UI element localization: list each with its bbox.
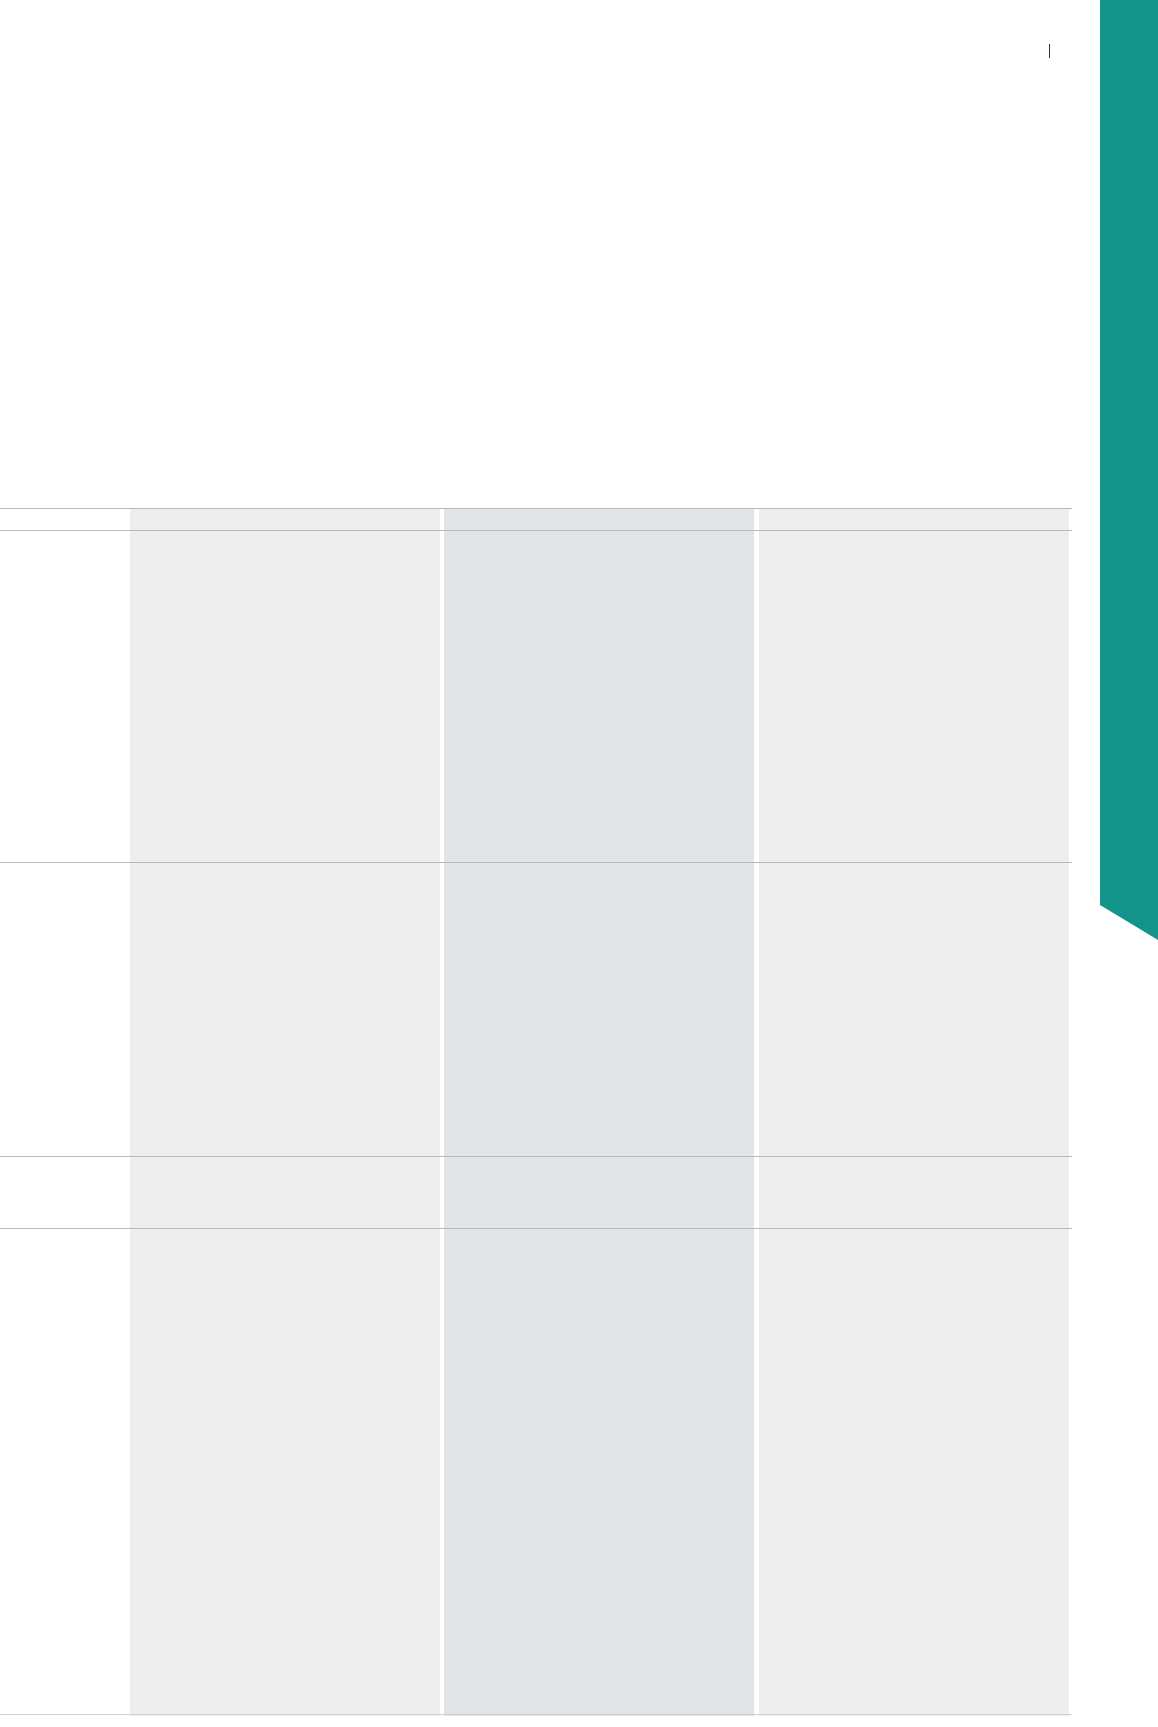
row-divider xyxy=(0,862,1072,863)
row-divider xyxy=(0,1228,1072,1229)
footnote-divider xyxy=(0,1714,1072,1715)
row-divider xyxy=(0,530,1072,531)
page-header xyxy=(1041,44,1058,62)
row-divider xyxy=(0,1156,1072,1157)
header-separator xyxy=(1049,44,1050,58)
column-bg-3 xyxy=(759,508,1069,1716)
row-divider xyxy=(0,508,1072,509)
column-bg-1 xyxy=(130,508,440,1716)
side-tab xyxy=(1100,0,1158,905)
side-tab-wedge xyxy=(1100,880,1158,940)
column-bg-2 xyxy=(444,508,754,1716)
